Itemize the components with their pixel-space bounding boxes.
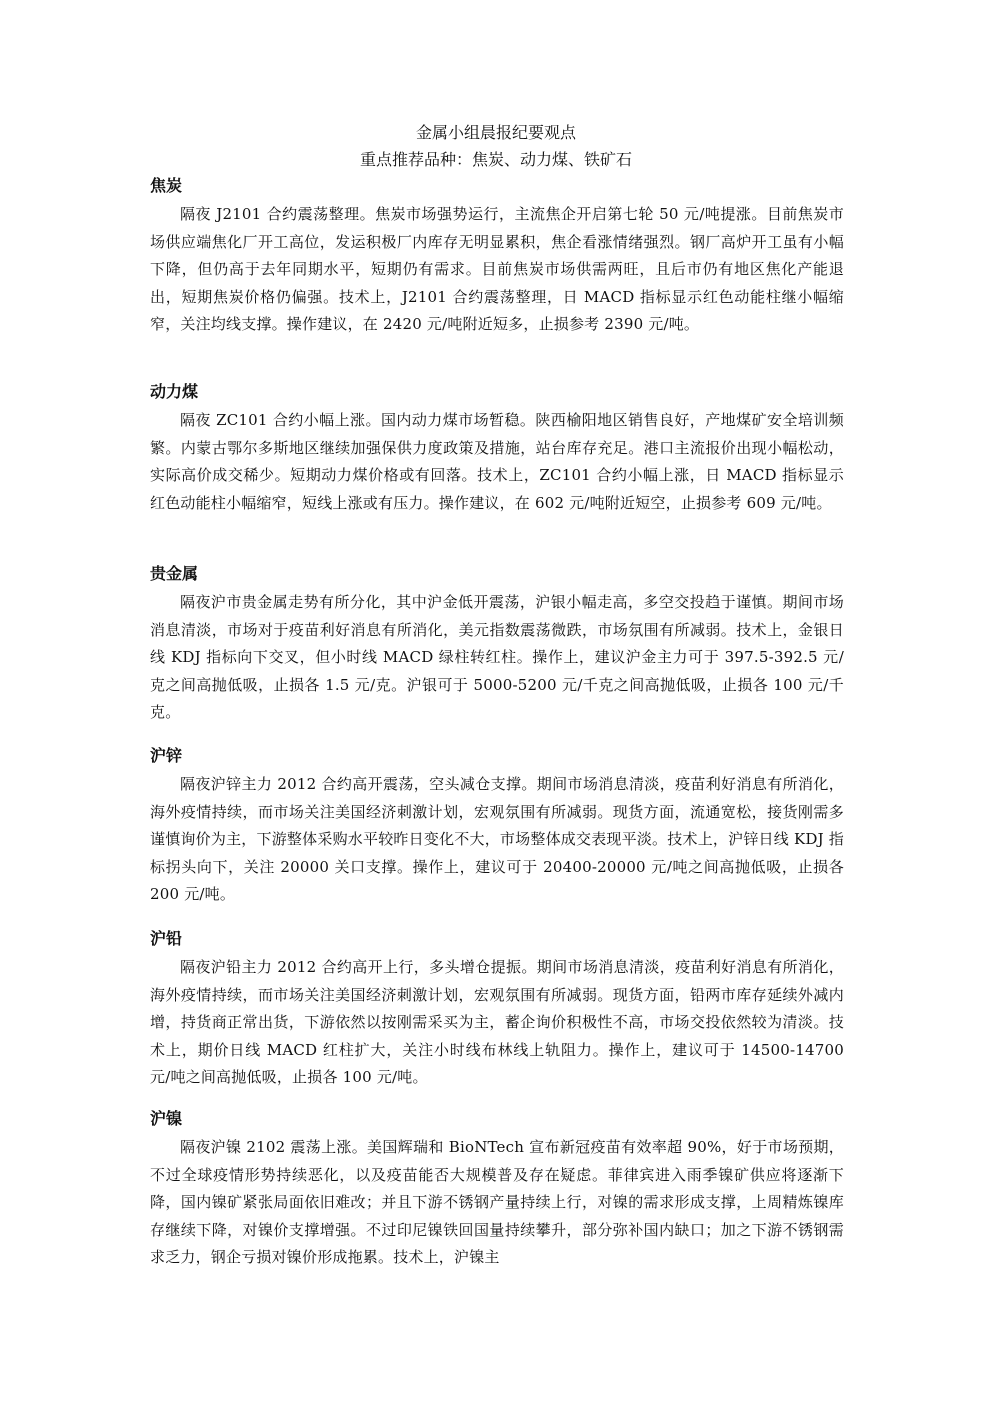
report-title: 金属小组晨报纪要观点: [415, 123, 576, 142]
section-body: 隔夜沪铅主力 2012 合约高开上行，多头增仓提振。期间市场消息清淡，疫苗利好消息有所消化，海外疫情持续，而市场关注美国经济刺激计划，宏观氛围有所减弱。现货方面，铅两市库存延续外减内增，持货商正常出货，下游依然以按刚需采买为主，蓄企询价积极性不高，市场交投依然较为清淡。技术上，期价日线 MACD 红柱扩大，关注小时线布林线上轨阻力。操作上，建议可于 14500-14700 元/吨之间高抛低吸，止损各 100 元/吨。: [150, 958, 844, 1087]
section-coke: [150, 175, 844, 339]
section-heading: 贵金属: [150, 564, 199, 583]
section-lead: [150, 928, 844, 1092]
section-body: 隔夜 ZC101 合约小幅上涨。国内动力煤市场暂稳。陕西榆阳地区销售良好，产地煤矿安全培训频繁。内蒙古鄂尔多斯地区继续加强保供力度政策及措施，站台库存充足。港口主流报价出现小幅松动，实际高价成交稀少。短期动力煤价格或有回落。技术上，ZC101 合约小幅上涨，日 MACD 指标显示红色动能柱小幅缩窄，短线上涨或有压力。操作建议，在 602 元/吨附近短空，止损参考 609 元/吨。: [150, 411, 844, 512]
report-subtitle: 重点推荐品种：焦炭、动力煤、铁矿石: [359, 150, 632, 169]
section-nickel: [150, 1108, 844, 1272]
section-thermal-coal: [150, 381, 844, 517]
section-precious-metals: [150, 563, 844, 727]
section-body: 隔夜 J2101 合约震荡整理。焦炭市场强势运行，主流焦企开启第七轮 50 元/吨提涨。目前焦炭市场供应端焦化厂开工高位，发运积极厂内库存无明显累积，焦企看涨情绪强烈。钢厂高炉开工虽有小幅下降，但仍高于去年同期水平，短期仍有需求。目前焦炭市场供需两旺，且后市仍有地区焦化产能退出，短期焦炭价格仍偏强。技术上，J2101 合约震荡整理，日 MACD 指标显示红色动能柱继小幅缩窄，关注均线支撑。操作建议，在 2420 元/吨附近短多，止损参考 2390 元/吨。: [150, 205, 844, 334]
section-zinc: [150, 745, 844, 909]
section-heading: 动力煤: [150, 382, 199, 401]
section-body: 隔夜沪镍 2102 震荡上涨。美国辉瑞和 BioNTech 宣布新冠疫苗有效率超 90%，好于市场预期，不过全球疫情形势持续恶化，以及疫苗能否大规模普及存在疑虑。菲律宾进入雨季镍矿供应将逐渐下降，国内镍矿紧张局面依旧难改；并且下游不锈钢产量持续上行，对镍的需求形成支撑，上周精炼镍库存继续下降，对镍价支撑增强。不过印尼镍铁回国量持续攀升，部分弥补国内缺口；加之下游不锈钢需求乏力，钢企亏损对镍价形成拖累。技术上，沪镍主: [150, 1138, 844, 1267]
section-heading: 焦炭: [150, 176, 183, 195]
section-heading: 沪铅: [150, 929, 183, 948]
section-heading: 沪锌: [150, 746, 183, 765]
section-body: 隔夜沪市贵金属走势有所分化，其中沪金低开震荡，沪银小幅走高，多空交投趋于谨慎。期间市场消息清淡，市场对于疫苗利好消息有所消化，美元指数震荡微跌，市场氛围有所减弱。技术上，金银日线 KDJ 指标向下交叉，但小时线 MACD 绿柱转红柱。操作上，建议沪金主力可于 397.5-392.5 元/克之间高抛低吸，止损各 1.5 元/克。沪银可于 5000-5200 元/千克之间高抛低吸，止损各 100 元/千克。: [150, 593, 844, 722]
section-body: 隔夜沪锌主力 2012 合约高开震荡，空头减仓支撑。期间市场消息清淡，疫苗利好消息有所消化，海外疫情持续，而市场关注美国经济刺激计划，宏观氛围有所减弱。现货方面，流通宽松，接货刚需多谨慎询价为主，下游整体采购水平较昨日变化不大，市场整体成交表现平淡。技术上，沪锌日线 KDJ 指标拐头向下，关注 20000 关口支撑。操作上，建议可于 20400-20000 元/吨之间高抛低吸，止损各 200 元/吨。: [150, 775, 844, 904]
section-heading: 沪镍: [150, 1109, 183, 1128]
